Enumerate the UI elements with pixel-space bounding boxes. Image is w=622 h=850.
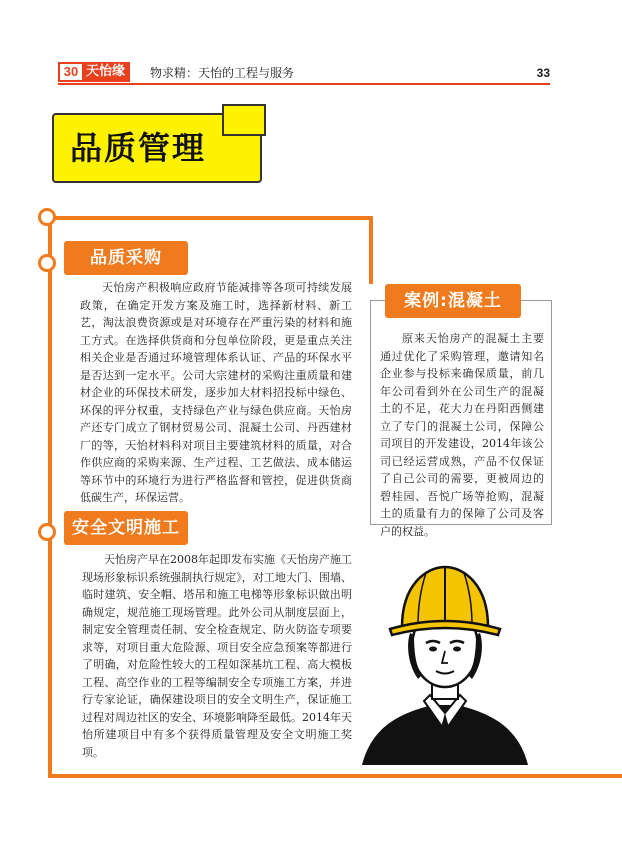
logo-number: 30: [60, 64, 82, 80]
safety-paragraph: 天怡房产早在2008年起即发布实施《天怡房产施工现场形象标识系统强制执行规定》，对工地大门、围墙、临时建筑、安全帽、塔吊和施工电梯等形象标识做出明确规定，规范施工现场管理。此外公司从制度层面上，制定安全管理责任制、安全检查规定、防火防盗专项要求等，对项目重大危险源、项目安全应急预案等都进行了明确，对危险性较大的工程如深基坑工程、高大模板工程、高空作业的工程等编制安全专项施工方案，并进行专家论证，确保建设项目的安全文明生产，保证施工过程对周边社区的安全、环境影响降至最低。2014年天怡所建项目中有多个获得质量管理及安全文明施工奖项。: [82, 553, 352, 759]
case-connector-line: [369, 216, 373, 284]
title-corner-decoration: [222, 104, 266, 136]
running-title: 物求精：天怡的工程与服务: [150, 66, 295, 80]
section-label-safety: 安全文明施工: [64, 511, 188, 545]
header-divider: [58, 83, 550, 85]
left-timeline-line: [48, 218, 52, 778]
timeline-dot: [38, 523, 56, 541]
procurement-paragraph: 天怡房产积极响应政府节能减排等各项可持续发展政策，在确定开发方案及施工时，选择新材料、新工艺，淘汰浪费资源或是对环境存在严重污染的材料和施工方式。在选择供货商和分包单位阶段，更是重点关注相关企业是否通过环境管理体系认证、产品的环保水平是否达到一定水平。公司大宗建材的采购注重质量和建材企业的环保技术研发，逐步加大材料招投标中绿色、环保的评分权重，支持绿色产业与绿色供应商。天怡房产还专门成立了钢材贸易公司、混凝土公司、丹西建材厂的等，天怡材料科对项目主要建筑材料的质量，对合作供应商的采购来源、生产过程、工艺做法、成本储运等环节中的环境行为进行严格监督和管控，促进供货商低碳生产，环保运营。: [80, 281, 352, 504]
brand-logo: [58, 62, 130, 82]
page-number: 33: [536, 66, 550, 80]
bottom-rule: [48, 774, 622, 778]
section-label-procurement: 品质采购: [64, 241, 188, 275]
page-title: 品质管理: [70, 129, 207, 167]
section-label-case: 案例:混凝土: [385, 284, 521, 318]
top-connector-line: [48, 216, 373, 220]
case-paragraph: 原来天怡房产的混凝土主要通过优化了采购管理，邀请知名企业参与投标来确保质量，前几年公司看到外在公司生产的混凝土的不足，花大力在丹阳西侧建立了专门的混凝土公司，保障公司项目的开发建设，2014年该公司已经运营成熟，产品不仅保证了自己公司的需要，更被周边的碧桂园、吾悦广场等抢购，混凝土的质量有力的保障了公司及客户的权益。: [380, 332, 544, 538]
logo-name: 天怡缘: [86, 64, 126, 79]
page-header: [58, 62, 550, 84]
construction-worker-illustration: [362, 555, 528, 765]
timeline-dot: [38, 208, 56, 226]
timeline-dot: [38, 254, 56, 272]
